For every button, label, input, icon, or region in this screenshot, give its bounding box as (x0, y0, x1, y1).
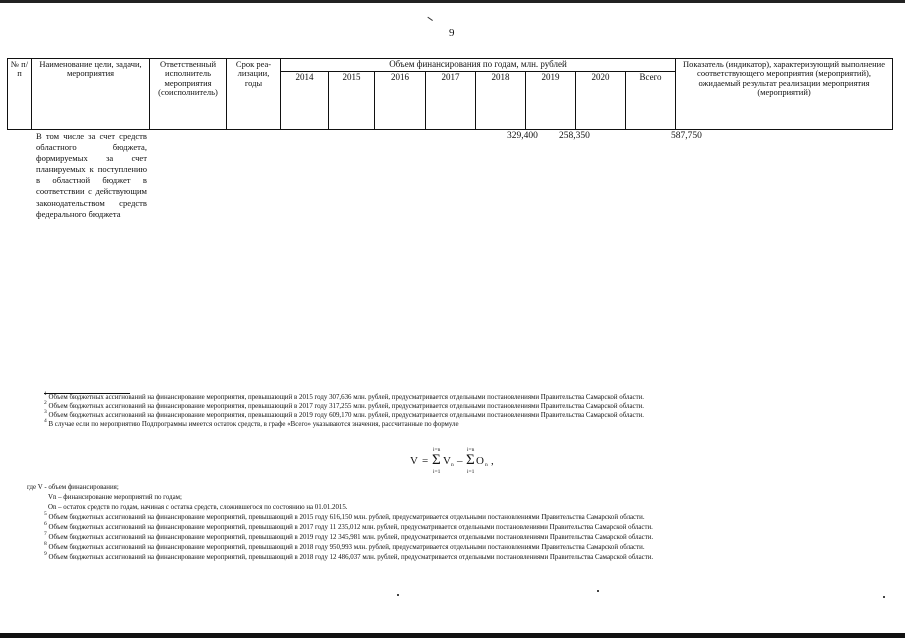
formula-on: O (476, 455, 484, 467)
formula-bottom-2: i=1 (467, 469, 475, 475)
definition-on: On – остаток средств по годам, начиная с остатка средств, сложившегося по состоянию на 01.01.2015. (48, 504, 348, 511)
footnote-8: $^8$ Объем бюджетных ассигнований на финансирование мероприятий, превышающий в 2018 году 950,993 млн. рублей, предусматривается отдельными постановлениями Правительства Самарской области. (44, 541, 645, 551)
formula-on-sub: n (485, 462, 488, 468)
formula-top-2: i=n (467, 447, 475, 453)
formula-comma: , (491, 455, 494, 467)
formula-top: i=n (433, 447, 441, 453)
header-year-2019: 2019 (526, 71, 576, 129)
formula-minus: – (457, 455, 463, 467)
definition-vn: Vn – финансирование мероприятий по годам; (48, 494, 182, 501)
formula-sigma-2: Σ (466, 452, 475, 468)
scan-speck (597, 590, 599, 592)
header-year-2018: 2018 (476, 71, 526, 129)
header-table (7, 58, 893, 130)
footnote-1: $^1$ Объем бюджетных ассигнований на финансирование мероприятия, превышающий в 2015 году 307,636 млн. рублей, предусматривается отдельными постановлениями Правительства Самарской области. (44, 391, 645, 401)
value-total: 587,750 (671, 131, 702, 141)
footnote-3: $^3$ Объем бюджетных ассигнований на финансирование мероприятия, превышающий в 2019 году 609,170 млн. рублей, предусматривается отдельными постановлениями Правительства Самарской области. (44, 409, 645, 419)
scan-mark (425, 17, 433, 25)
header-col-name: Наименование цели, задачи, мероприятия (32, 59, 150, 130)
formula-v: V (410, 455, 418, 467)
top-border (0, 0, 905, 3)
header-year-2016: 2016 (375, 71, 426, 129)
row-label: В том числе за счет средств областного бюджета, формируемых за счет планируемых к поступлению в областной бюджет в соответствии с действующим законодательством средств федерального бюджета (36, 131, 147, 219)
formula-eq: = (422, 455, 429, 467)
header-col-term: Срок реа-лизации, годы (227, 59, 281, 130)
header-col-no: № п/п (8, 59, 32, 130)
footnote-4: $^4$ В случае если по мероприятию Подпрограммы имеется остаток средств, в графе «Всего» указываются значения, рассчитанные по формуле (44, 418, 459, 428)
footnote-9: $^9$ Объем бюджетных ассигнований на финансирование мероприятий, превышающий в 2018 году 12 486,037 млн. рублей, предусматривается отдельными постановлениями Правительства Самарской области. (44, 551, 654, 561)
header-year-2020: 2020 (576, 71, 626, 129)
header-year-2017: 2017 (426, 71, 476, 129)
formula-bottom: i=1 (433, 469, 441, 475)
footnote-5: $^5$ Объем бюджетных ассигнований на финансирование мероприятий, превышающий в 2015 году 616,150 млн. рублей, предусматривается отдельными постановлениями Правительства Самарской области. (44, 511, 645, 521)
header-year-2014: 2014 (281, 71, 329, 129)
scan-speck (397, 594, 399, 596)
bottom-border (0, 633, 905, 638)
header-year-2015: 2015 (329, 71, 375, 129)
page-number: 9 (449, 27, 455, 39)
header-total: Всего (626, 71, 676, 129)
header-col-responsible: Ответственный исполнитель мероприятия (соисполнитель) (150, 59, 227, 130)
formula-vn: V (443, 455, 451, 467)
definition-intro: где V - объем финансирования; (27, 484, 119, 491)
value-2019: 258,350 (559, 131, 590, 141)
formula (408, 447, 508, 475)
formula-vn-sub: n (451, 462, 454, 468)
value-2018: 329,400 (507, 131, 538, 141)
header-col-indicator: Показатель (индикатор), характеризующий выполнение соответствующего мероприятия (мероприятий), ожидаемый результат реализации мероприятия (мероприятий) (676, 59, 893, 130)
formula-sigma: Σ (432, 452, 441, 468)
footnote-7: $^7$ Объем бюджетных ассигнований на финансирование мероприятий, превышающий в 2019 году 12 345,981 млн. рублей, предусматривается отдельными постановлениями Правительства Самарской области. (44, 531, 654, 541)
footnote-6: $^6$ Объем бюджетных ассигнований на финансирование мероприятий, превышающий в 2017 году 11 235,012 млн. рублей, предусматривается отдельными постановлениями Правительства Самарской области. (44, 521, 653, 531)
header-col-funding: Объем финансирования по годам, млн. рублей (281, 59, 676, 72)
scan-speck (883, 596, 885, 598)
footnote-2: $^2$ Объем бюджетных ассигнований на финансирование мероприятия, превышающий в 2017 году 317,255 млн. рублей, предусматривается отдельными постановлениями Правительства Самарской области. (44, 400, 645, 410)
